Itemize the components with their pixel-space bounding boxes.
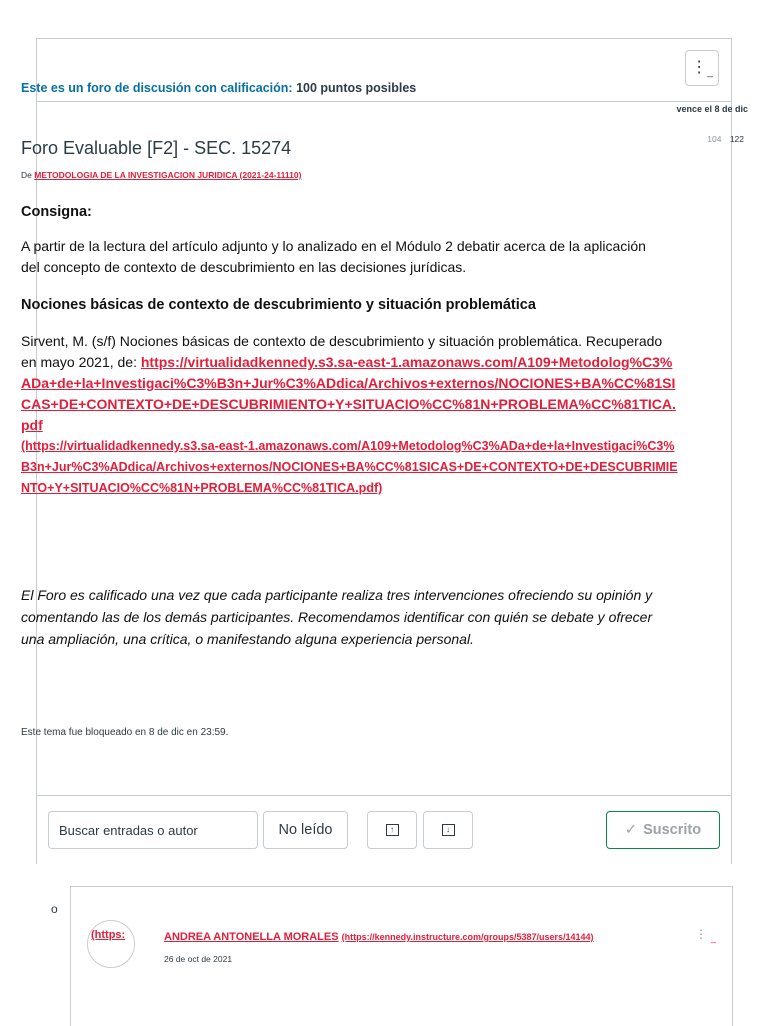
graded-notice-label: Este es un foro de discusión con calificación: [21, 81, 293, 95]
arrow-up-box-icon: ↑ [386, 824, 399, 836]
topic-options-button[interactable]: ⋮_ [685, 50, 719, 86]
graded-notice-points: 100 puntos posibles [296, 81, 417, 95]
kebab-vertical-icon: ⋮ [691, 59, 708, 76]
reference-link-url[interactable]: (https://virtualidadkennedy.s3.sa-east-1.amazonaws.com/A109+Metodolog%C3%ADa+de+la+Investigaci%C3%B3n+Jur%C3%ADdica/Archivos+externos/NOCIONES+BA%CC%81SICAS+DE+CONTEXTO+DE+DESCUBRIMIENTO+Y+SITUACIO%CC%81N+PROBLEMA%CC%81TICA.pdf) [21, 439, 678, 495]
reference-link[interactable]: https://virtualidadkennedy.s3.sa-east-1.amazonaws.com/A109+Metodolog%C3%ADa+de+la+Investigaci%C3%B3n+Jur%C3%ADdica/Archivos+externos/NOCIONES+BA%CC%81SICAS+DE+CONTEXTO+DE+DESCUBRIMIENTO+Y+SITUACIO%CC%81N+PROBLEMA%CC%81TICA.pdf [21, 354, 676, 433]
search-input[interactable] [48, 811, 258, 849]
author-line [164, 931, 594, 943]
page-title: Foro Evaluable [F2] - SEC. 15274 [21, 138, 292, 158]
total-count: 122 [729, 134, 744, 144]
subscribed-label: Suscrito [643, 822, 702, 838]
locked-notice: Este tema fue bloqueado en 8 de dic en 23:59. [21, 727, 229, 738]
course-source [21, 170, 301, 180]
entry-options-button[interactable]: ⋮ $_{\_}$ [694, 927, 716, 943]
discussion-toolbar [37, 795, 731, 864]
nociones-heading: Nociones básicas de contexto de descubrimiento y situación problemática [21, 297, 536, 313]
entry-radio[interactable]: o [51, 902, 58, 916]
author-name-link[interactable]: ANDREA ANTONELLA MORALES [164, 931, 339, 943]
reference-text: Sirvent, M. (s/f) Nociones básicas de contexto de descubrimiento y situación problemática. Recuperado en mayo 2021, de: [21, 333, 663, 370]
graded-notice [21, 81, 416, 95]
consigna-text: A partir de la lectura del artículo adjunto y lo analizado en el Módulo 2 debatir acerca de la aplicación del concepto de contexto de descubrimiento en las decisiones jurídicas. [21, 238, 646, 275]
unread-filter-button[interactable]: No leído [263, 811, 348, 849]
author-url-link[interactable]: (https://kennedy.instructure.com/groups/5387/users/14144) [341, 932, 594, 942]
list-item [70, 886, 733, 1026]
unread-count: 104 [707, 134, 722, 144]
collapse-replies-button[interactable] [367, 811, 417, 849]
forum-instructions: El Foro es calificado una vez que cada participante realiza tres intervenciones ofreciendo su opinión y comentando las de los demás participantes. Recomendamos identificar con quién se debate y ofrecer una ampliación, una crítica, o manifestando alguna experiencia personal. [21, 587, 653, 647]
arrow-down-box-icon: ↓ [442, 824, 455, 836]
reference-paragraph [21, 331, 681, 499]
avatar[interactable] [87, 920, 135, 968]
expand-replies-button[interactable] [423, 811, 473, 849]
subscribed-button[interactable] [606, 811, 720, 849]
entry-date: 26 de oct de 2021 [164, 954, 233, 964]
from-prefix: De [21, 170, 32, 180]
reply-counts [707, 134, 744, 144]
check-icon: ✓ [624, 822, 638, 838]
course-link[interactable]: METODOLOGIA DE LA INVESTIGACION JURIDICA (2021-24-11110) [34, 170, 302, 180]
consigna-heading: Consigna: [21, 204, 92, 220]
kebab-vertical-icon: ⋮ [694, 927, 707, 941]
due-date: vence el 8 de dic [676, 104, 748, 114]
avatar-alt-text: (https: [91, 929, 126, 941]
